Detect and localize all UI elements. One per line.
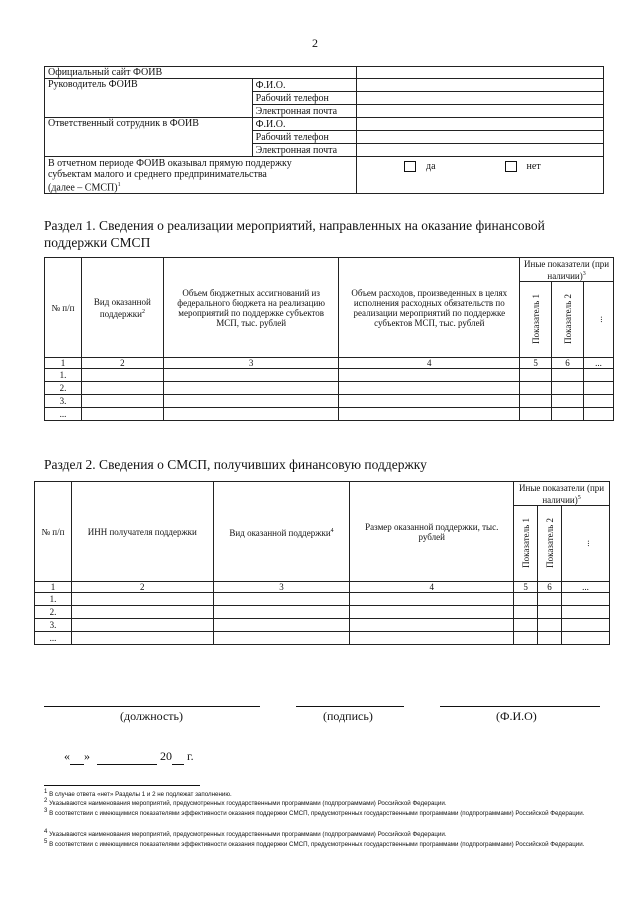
head-email-value[interactable] [356,105,603,118]
date-close-quote: » [84,749,90,763]
footnote-2-text: Указываются наименования мероприятий, предусмотренных государственными программами (подпрограммами) Российской Федерации. [49,800,447,808]
s2-header-inn: ИНН получателя поддержки [71,482,213,582]
s1-header-ind1-text: Показатель 1 [530,293,541,344]
s2-header-ind1 [514,506,538,582]
signature-line[interactable] [296,706,404,707]
footnote-5 [44,839,604,848]
resp-phone-label: Рабочий телефон [252,131,356,144]
s2-header-kind [213,482,350,582]
s2-header-other [514,482,610,506]
s1-header-ind-more-text: ... [593,315,604,323]
no-label: нет [526,161,541,172]
footnote-ref-1: 1 [117,182,121,188]
section1-title: Раздел 1. Сведения о реализации мероприятий, направленных на оказание финансовой поддержки СМСП [44,218,545,250]
s1-colnum-1: 1 [45,358,82,369]
yes-checkbox[interactable] [404,161,416,172]
year-suffix: г. [187,749,194,763]
s2-row-num: ... [35,632,72,645]
footnote-1-ref: 1 [44,789,48,795]
s2-colnum-5: 5 [514,582,538,593]
footnote-2 [44,798,604,807]
yes-label: да [426,161,436,172]
s1-colnum-2: 2 [81,358,163,369]
resp-email-label: Электронная почта [252,144,356,157]
s2-header-num: № п/п [35,482,72,582]
footnote-ref-3: 3 [582,270,586,277]
support-question: В отчетном периоде ФОИВ оказывал прямую поддержку субъектам малого и среднего предпринимательства (далее – СМСП) [48,158,292,194]
table-row [45,408,614,421]
s1-row-num: ... [45,408,82,421]
head-phone-label: Рабочий телефон [252,92,356,105]
s2-colnum-2: 2 [71,582,213,593]
s2-row-num: 2. [35,606,72,619]
footnote-5-ref: 5 [44,839,48,845]
footnote-4-ref: 4 [44,829,48,835]
section2-title: Раздел 2. Сведения о СМСП, получивших финансовую поддержку [44,457,427,472]
s2-header-size: Размер оказанной поддержки, тыс. рублей [350,482,514,582]
s2-header-ind1-text: Показатель 1 [520,517,531,568]
s1-colnum-4: 4 [339,358,520,369]
no-checkbox[interactable] [505,161,517,172]
resp-fio-value[interactable] [356,118,603,131]
page-number: 2 [312,36,318,50]
s1-header-other-text: Иные показатели (при наличии) [524,258,610,281]
table-row [35,606,610,619]
s1-row-num: 3. [45,395,82,408]
s2-header-ind-more [562,506,610,582]
s2-header-other-text: Иные показатели (при наличии) [519,482,605,505]
website-label: Официальный сайт ФОИВ [45,67,357,79]
table-row [35,593,610,606]
s1-header-ind1 [520,282,552,358]
head-email-label: Электронная почта [252,105,356,118]
s2-header-ind2-text: Показатель 2 [544,517,555,568]
resp-phone-value[interactable] [356,131,603,144]
table-row [45,382,614,395]
footnote-ref-5: 5 [577,494,581,501]
table-row [35,632,610,645]
footnote-5-text: В соответствии с имеющимися показателями эффективности оказания поддержки СМСП, предусмотренных государственными программами (подпрограммами) Российской Федерации. [49,841,585,849]
fio-line[interactable] [440,706,600,707]
footnote-3-ref: 3 [44,808,48,814]
s2-header-kind-text: Вид оказанной поддержки [229,527,331,538]
s1-header-expenses: Объем расходов, произведенных в целях исполнения расходных обязательств по реализации мероприятий по поддержке субъектов МСП, тыс. рублей [339,258,520,358]
footnote-3 [44,808,604,817]
section1-table [44,257,614,421]
section2-table [34,481,610,645]
website-value[interactable] [356,67,603,79]
s1-row-num: 1. [45,369,82,382]
resp-fio-label: Ф.И.О. [252,118,356,131]
footnote-3-text: В соответствии с имеющимися показателями эффективности оказания поддержки СМСП, предусмотренных государственными программами (подпрограммами) Российской Федерации. [49,810,585,818]
s2-colnum-more: ... [562,582,610,593]
s1-row-num: 2. [45,382,82,395]
table-row [45,395,614,408]
head-phone-value[interactable] [356,92,603,105]
fio-caption: (Ф.И.О) [496,709,537,723]
s1-colnum-6: 6 [552,358,584,369]
head-fio-label: Ф.И.О. [252,79,356,92]
footnote-4-text: Указываются наименования мероприятий, предусмотренных государственными программами (подпрограммами) Российской Федерации. [49,831,447,839]
position-caption: (должность) [120,709,183,723]
s2-colnum-6: 6 [538,582,562,593]
s1-header-ind2 [552,282,584,358]
table-row [45,369,614,382]
footnote-2-ref: 2 [44,798,48,804]
s2-row-num: 1. [35,593,72,606]
s1-header-ind2-text: Показатель 2 [562,293,573,344]
footnote-4 [44,829,604,838]
head-fio-value[interactable] [356,79,603,92]
day-field[interactable] [70,749,84,765]
support-answer-cell [356,157,603,194]
s2-header-ind-more-text: ... [580,539,591,547]
footnote-1-text: В случае ответа «нет» Разделы 1 и 2 не подлежат заполнению. [49,791,232,799]
head-label: Руководитель ФОИВ [45,79,253,118]
resp-email-value[interactable] [356,144,603,157]
month-field[interactable] [97,749,157,765]
s1-colnum-more: ... [584,358,614,369]
position-line[interactable] [44,706,260,707]
s2-colnum-4: 4 [350,582,514,593]
date-line [64,749,194,765]
foiv-info-table [44,66,604,194]
responsible-label: Ответственный сотрудник в ФОИВ [45,118,253,157]
s1-header-num: № п/п [45,258,82,358]
date-open-quote: « [64,749,70,763]
year-field[interactable] [172,749,184,765]
s2-colnum-3: 3 [213,582,350,593]
table-row [35,619,610,632]
s1-header-other [520,258,614,282]
s2-header-ind2 [538,506,562,582]
s1-header-kind-text: Вид оказанной поддержки [93,296,151,319]
footnote-1 [44,789,604,798]
support-question-cell [45,157,357,194]
footnote-ref-4: 4 [330,527,334,534]
s2-colnum-1: 1 [35,582,72,593]
s1-header-kind [81,258,163,358]
signature-caption: (подпись) [323,709,373,723]
year-prefix: 20 [160,749,172,763]
footnote-ref-2: 2 [141,308,145,315]
footnote-separator [44,785,200,786]
s1-colnum-3: 3 [163,358,339,369]
s1-header-ind-more [584,282,614,358]
s1-colnum-5: 5 [520,358,552,369]
s1-header-budget: Объем бюджетных ассигнований из федерального бюджета на реализацию мероприятий по поддержке субъектов МСП, тыс. рублей [163,258,339,358]
s2-row-num: 3. [35,619,72,632]
